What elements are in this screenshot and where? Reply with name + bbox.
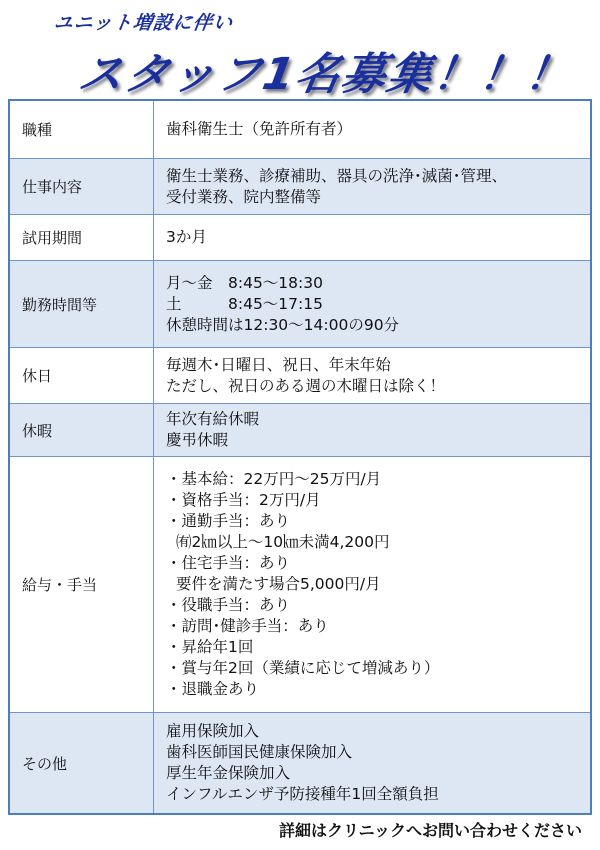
row-label: 給与・手当 bbox=[10, 457, 154, 712]
value-line: 受付業務、院内整備等 bbox=[166, 187, 322, 206]
value-line: ・退職金あり bbox=[166, 680, 260, 698]
value-line: ㈲2㎞以上～10㎞未満4,200円 bbox=[176, 533, 390, 551]
row-working-hours bbox=[10, 260, 590, 347]
row-other bbox=[10, 712, 590, 813]
value-line: ・基本給：22万円～25万円/月 bbox=[166, 470, 382, 488]
value-line: ・役職手当：あり bbox=[166, 596, 291, 614]
row-value bbox=[154, 713, 590, 813]
value-line: 土 8:45～17:15 bbox=[166, 294, 323, 313]
row-value bbox=[154, 404, 590, 456]
row-value bbox=[154, 261, 590, 347]
row-label: 仕事内容 bbox=[10, 159, 154, 214]
value-line: ・訪問･健診手当：あり bbox=[166, 617, 329, 635]
value-line: 雇用保険加入 bbox=[166, 722, 260, 740]
row-holidays bbox=[10, 347, 590, 403]
row-trial-period bbox=[10, 214, 590, 260]
subtitle: ユニット増設に伴い bbox=[52, 12, 235, 34]
value-line: 休憩時間は12:30～14:00の90分 bbox=[166, 315, 400, 334]
contact-note: 詳細はクリニックへお問い合わせください bbox=[278, 821, 582, 840]
row-value bbox=[154, 215, 590, 260]
value-line: 厚生年金保険加入 bbox=[166, 764, 291, 782]
row-label: 休日 bbox=[10, 348, 154, 403]
value-line: ただし、祝日のある週の木曜日は除く！ bbox=[166, 376, 446, 395]
row-salary-allowances bbox=[10, 456, 590, 712]
value-line: 3か月 bbox=[166, 228, 207, 246]
row-value bbox=[154, 101, 590, 158]
value-line: 要件を満たす場合5,000円/月 bbox=[176, 575, 381, 593]
value-line: 慶弔休暇 bbox=[166, 431, 229, 449]
row-work-content bbox=[10, 158, 590, 214]
row-value bbox=[154, 159, 590, 214]
row-value bbox=[154, 348, 590, 403]
row-label: 休暇 bbox=[10, 404, 154, 456]
value-line: 月～金 8:45～18:30 bbox=[166, 273, 323, 292]
value-line: 衛生士業務、診療補助、器具の洗浄･滅菌･管理、 bbox=[166, 166, 508, 185]
value-line: ・昇給年1回 bbox=[166, 638, 254, 656]
value-line: ・住宅手当：あり bbox=[166, 554, 291, 572]
row-leave bbox=[10, 403, 590, 456]
row-label: その他 bbox=[10, 713, 154, 813]
value-line: ・賞与年2回（業績に応じて増減あり） bbox=[166, 659, 440, 677]
row-job-type bbox=[10, 101, 590, 158]
value-line: インフルエンザ予防接種年1回全額負担 bbox=[166, 785, 439, 803]
row-label: 職種 bbox=[10, 101, 154, 158]
row-label: 試用期間 bbox=[10, 215, 154, 260]
value-line: 年次有給休暇 bbox=[166, 410, 260, 428]
job-details-table bbox=[8, 99, 592, 815]
row-value bbox=[154, 457, 590, 712]
value-line: 毎週木･日曜日、祝日、年末年始 bbox=[166, 355, 391, 374]
row-label: 勤務時間等 bbox=[10, 261, 154, 347]
value-line: 歯科医師国民健康保険加入 bbox=[166, 743, 353, 761]
page-title: スタッフ1名募集！！！ bbox=[74, 49, 577, 100]
value-line: ・資格手当：2万円/月 bbox=[166, 491, 321, 509]
value-line: 歯科衛生士（免許所有者） bbox=[166, 120, 353, 138]
value-line: ・通勤手当：あり bbox=[166, 512, 291, 530]
